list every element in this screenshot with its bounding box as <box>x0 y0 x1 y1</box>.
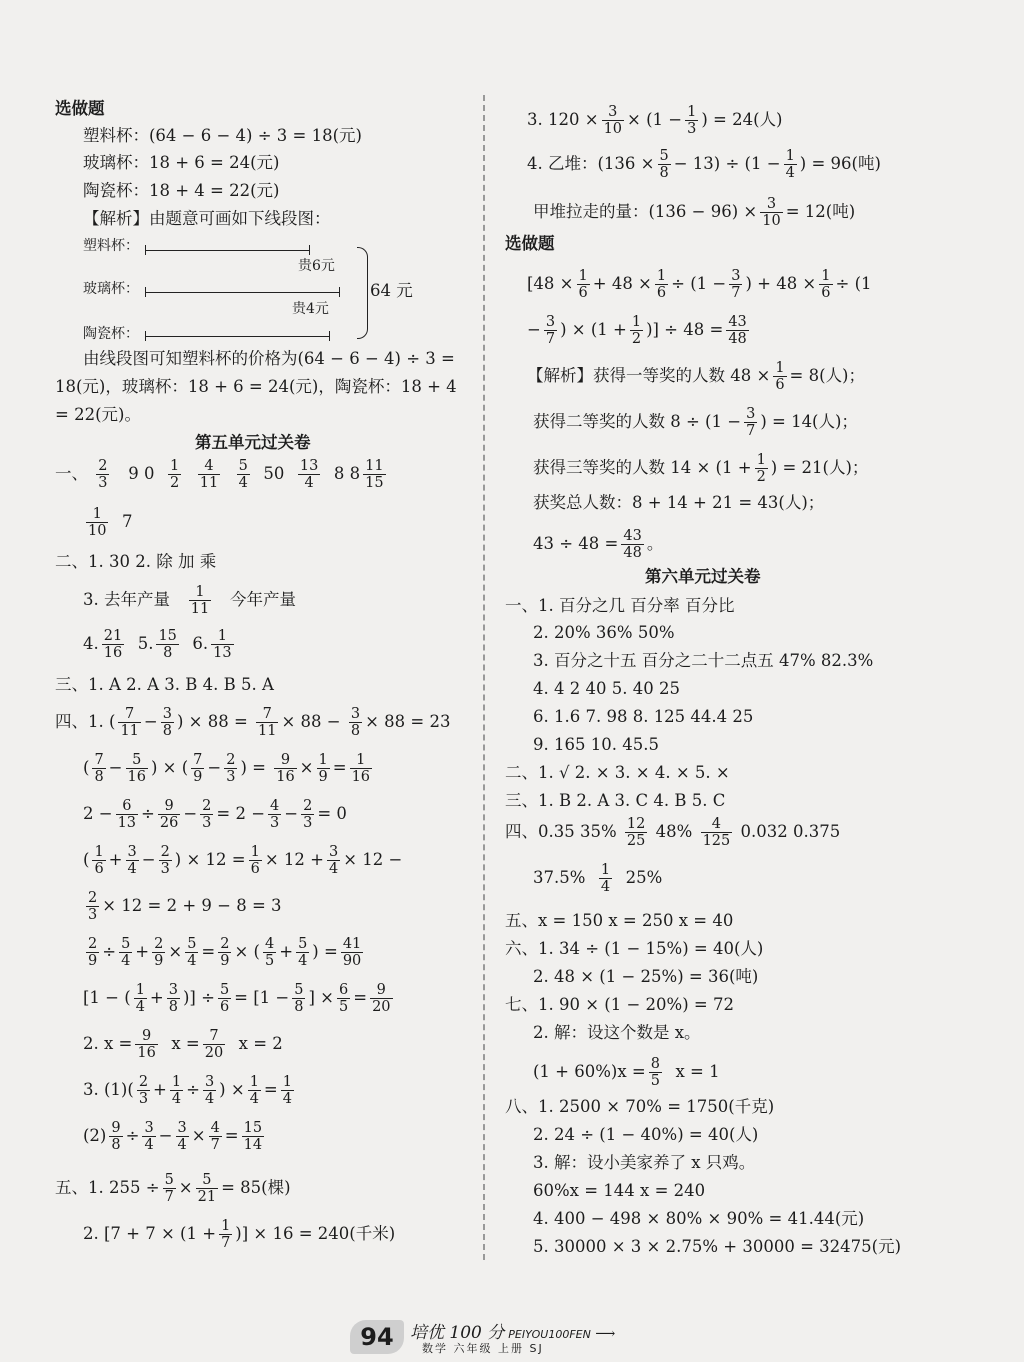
u6-line: 六、1. 34 ÷ (1 − 15%) = 40(人) <box>505 939 764 958</box>
analysis-line: 43 ÷ 48 = $\frac{43}{48}$ 。 <box>533 528 664 561</box>
diagram-label: 塑料杯： <box>83 238 139 254</box>
analysis-line: 由线段图可知塑料杯的价格为(64 − 6 − 4) ÷ 3 = <box>83 349 455 368</box>
analysis-line: 【解析】由题意可画如下线段图： <box>83 209 331 228</box>
diagram-label: 玻璃杯： <box>83 281 139 297</box>
u6-line: 4. 4 2 40 5. 40 25 <box>533 679 680 698</box>
u6-line: 2. 解：设这个数是 x。 <box>533 1023 701 1042</box>
answer-line: [48 × $\frac{1}{6}$ + 48 × $\frac{1}{6}$ ÷ (1 − $\frac{3}{7}$ ) + 48 × $\frac{1}{6}$ ÷ (1 <box>527 268 872 301</box>
q4-line: $\frac{2}{3}$ × 12 = 2 + 9 − 8 = 3 <box>88 890 282 923</box>
q4-line: 2. x = $\frac{9}{16}$ x = $\frac{7}{20}$ x = 2 <box>83 1028 283 1061</box>
u6-line: 八、1. 2500 × 70% = 1750(千克) <box>505 1097 775 1116</box>
q1-answers: 一、 $\frac{2}{3}$ 9 0 $\frac{1}{2}$ $\frac{4}{11}$ $\frac{5}{4}$ 50 $\frac{13}{4}$ 8 8 $\frac{11}{15}$ <box>55 458 384 491</box>
page-footer <box>350 1318 680 1354</box>
q4-line: $\frac{2}{9}$ ÷ $\frac{5}{4}$ + $\frac{2}{9}$ × $\frac{5}{4}$ = $\frac{2}{9}$ × ( $\frac{4}{5}$ + $\frac{5}{4}$ ) = $\frac{41}{90}$ <box>88 936 362 969</box>
diagram-total: 64 元 <box>370 281 413 300</box>
diagram-note: 贵4元 <box>292 301 329 317</box>
u6-line: 2. 20% 36% 50% <box>533 623 675 642</box>
optional-title: 选做题 <box>505 234 555 253</box>
u6-line: 三、1. B 2. A 3. C 4. B 5. C <box>505 791 726 810</box>
answer-line: 3. 120 × $\frac{3}{10}$ × (1 − $\frac{1}{3}$ ) = 24(人) <box>527 104 783 137</box>
u6-line: 3. 百分之十五 百分之二十二点五 47% 82.3% <box>533 651 874 670</box>
u6-line: 5. 30000 × 3 × 2.75% + 30000 = 32475(元) <box>533 1237 902 1256</box>
brand-title: 培优 100 分 PEIYOU100FEN ⟶ <box>410 1323 616 1343</box>
answer-line: 塑料杯：(64 − 6 − 4) ÷ 3 = 18(元) <box>83 126 362 145</box>
total-brace <box>357 247 368 339</box>
segment-ceramic <box>145 336 330 337</box>
q3-answers: 三、1. A 2. A 3. B 4. B 5. A <box>55 675 274 694</box>
segment-glass <box>145 292 340 293</box>
u6-line: 3. 解：设小美家养了 x 只鸡。 <box>533 1153 756 1172</box>
analysis-line: 获奖总人数：8 + 14 + 21 = 43(人)； <box>533 493 825 512</box>
q4-line: 2 − $\frac{6}{13}$ ÷ $\frac{9}{26}$ − $\frac{2}{3}$ = 2 − $\frac{4}{3}$ − $\frac{2}{3}$ = 0 <box>83 798 347 831</box>
segment-plastic <box>145 250 310 251</box>
optional-title: 选做题 <box>55 99 105 118</box>
q4-line: [1 − ( $\frac{1}{4}$ + $\frac{3}{8}$ )] ÷ $\frac{5}{6}$ = [1 − $\frac{5}{8}$ ] × $\frac{6}{5}$ = $\frac{9}{20}$ <box>83 982 391 1015</box>
u6-line: 60%x = 144 x = 240 <box>533 1181 706 1200</box>
analysis-line: 获得二等奖的人数 8 ÷ (1 − $\frac{3}{7}$ ) = 14(人)； <box>533 406 858 439</box>
u6-line: 37.5% $\frac{1}{4}$ 25% <box>533 862 663 895</box>
q2-answers: 二、1. 30 2. 除 加 乘 <box>55 552 217 571</box>
u6-line: 2. 48 × (1 − 25%) = 36(吨) <box>533 967 759 986</box>
diagram-note: 贵6元 <box>298 258 335 274</box>
q1-answers-cont: $\frac{1}{10}$ 7 <box>88 506 133 539</box>
q4-line: (2) $\frac{9}{8}$ ÷ $\frac{3}{4}$ − $\frac{3}{4}$ × $\frac{4}{7}$ = $\frac{15}{14}$ <box>83 1120 263 1153</box>
u6-line: 五、x = 150 x = 250 x = 40 <box>505 911 734 930</box>
answer-line: 甲堆拉走的量：(136 − 96) × $\frac{3}{10}$ = 12(吨) <box>533 196 856 229</box>
u6-line: 七、1. 90 × (1 − 20%) = 72 <box>505 995 734 1014</box>
u6-line: 9. 165 10. 45.5 <box>533 735 659 754</box>
page-number: 94 <box>350 1320 404 1354</box>
q5-line: 五、1. 255 ÷ $\frac{5}{7}$ × $\frac{5}{21}$ = 85(棵) <box>55 1172 291 1205</box>
q2-answers: 3. 去年产量 $\frac{1}{11}$ 今年产量 <box>83 584 296 617</box>
q2-answers: 4. $\frac{21}{16}$ 5. $\frac{15}{8}$ 6. $\frac{1}{13}$ <box>83 628 232 661</box>
analysis-line: 获得三等奖的人数 14 × (1 + $\frac{1}{2}$ ) = 21(人)； <box>533 452 869 485</box>
u6-line: 4. 400 − 498 × 80% × 90% = 41.44(元) <box>533 1209 865 1228</box>
u6-line: 6. 1.6 7. 98 8. 125 44.4 25 <box>533 707 754 726</box>
q4-line: 四、1. ( $\frac{7}{11}$ − $\frac{3}{8}$ ) × 88 = $\frac{7}{11}$ × 88 − $\frac{3}{8}$ × 88 = 23 <box>55 706 451 739</box>
q5-line: 2. [7 + 7 × (1 + $\frac{1}{7}$ )] × 16 = 240(千米) <box>83 1218 396 1251</box>
u6-line: 一、1. 百分之几 百分率 百分比 <box>505 596 735 615</box>
q4-line: ( $\frac{7}{8}$ − $\frac{5}{16}$ ) × ( $\frac{7}{9}$ − $\frac{2}{3}$ ) = $\frac{9}{16}$ × $\frac{1}{9}$ = $\frac{1}{16}$ <box>83 752 371 785</box>
section-title-unit6: 第六单元过关卷 <box>645 567 761 586</box>
analysis-line: 18(元)，玻璃杯：18 + 6 = 24(元)，陶瓷杯：18 + 4 <box>55 377 457 396</box>
analysis-line: 【解析】获得一等奖的人数 48 × $\frac{1}{6}$ = 8(人)； <box>527 360 865 393</box>
diagram-label: 陶瓷杯： <box>83 326 139 342</box>
answer-line: 玻璃杯：18 + 6 = 24(元) <box>83 153 280 172</box>
analysis-line: = 22(元)。 <box>55 405 141 424</box>
column-divider <box>483 95 485 1260</box>
section-title-unit5: 第五单元过关卷 <box>195 433 311 452</box>
u6-line: 2. 24 ÷ (1 − 40%) = 40(人) <box>533 1125 759 1144</box>
q4-line: ( $\frac{1}{6}$ + $\frac{3}{4}$ − $\frac{2}{3}$ ) × 12 = $\frac{1}{6}$ × 12 + $\frac{3}{4}$ × 12 − <box>83 844 403 877</box>
brand-subtitle: 数学 六年级 上册 SJ <box>422 1342 544 1355</box>
q4-line: 3. (1)( $\frac{2}{3}$ + $\frac{1}{4}$ ÷ $\frac{3}{4}$ ) × $\frac{1}{4}$ = $\frac{1}{4}$ <box>83 1074 292 1107</box>
u6-line: 二、1. √ 2. × 3. × 4. × 5. × <box>505 763 730 782</box>
answer-line: − $\frac{3}{7}$ ) × (1 + $\frac{1}{2}$ )] ÷ 48 = $\frac{43}{48}$ <box>527 314 747 347</box>
answer-line: 4. 乙堆：(136 × $\frac{5}{8}$ − 13) ÷ (1 − $\frac{1}{4}$ ) = 96(吨) <box>527 148 881 181</box>
answer-line: 陶瓷杯：18 + 4 = 22(元) <box>83 181 280 200</box>
u6-line: (1 + 60%)x = $\frac{8}{5}$ x = 1 <box>533 1056 720 1089</box>
u6-line: 四、0.35 35% $\frac{12}{25}$ 48% $\frac{4}{125}$ 0.032 0.375 <box>505 816 841 849</box>
